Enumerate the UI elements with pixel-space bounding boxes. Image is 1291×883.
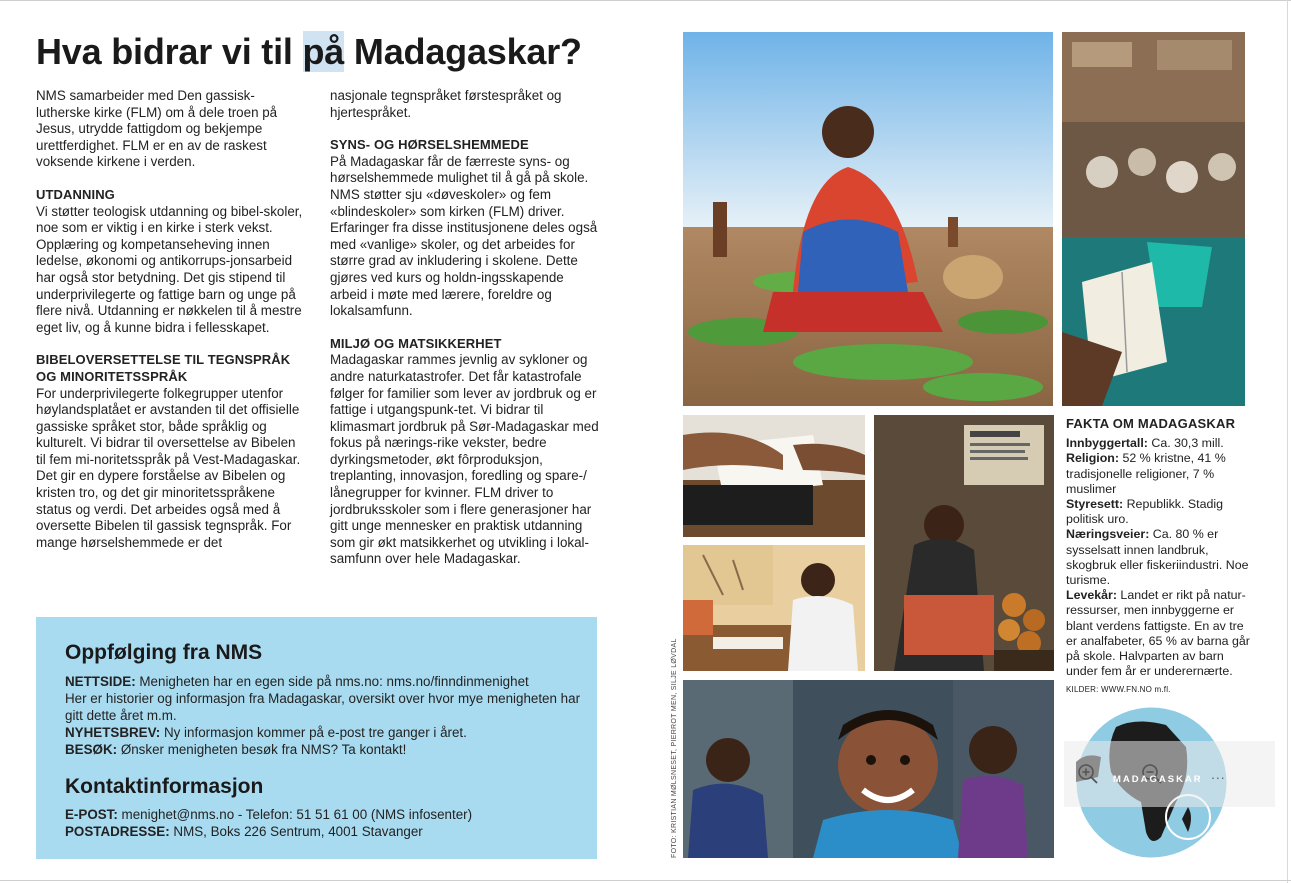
fakta-naering: Næringsveier: Ca. 80 % er sysselsatt innen landbruk, skogbruk eller fiskeriindustri. Noe turisme. bbox=[1066, 527, 1249, 588]
epost-line: E-POST: menighet@nms.no - Telefon: 51 51 61 00 (NMS infosenter) bbox=[65, 807, 473, 822]
bottom-border bbox=[0, 880, 1291, 881]
contact-lines bbox=[65, 806, 585, 840]
bibel-continued: nasjonale tegnspråket førstespråket og hjertespråket. bbox=[330, 88, 562, 120]
bibel-paragraph: For underprivilegerte folkegrupper utenfor høylandsplatået er avstanden til det offisielle gassiske språket stor, både språklig og kulturelt. Vi bidrar til oversettelse av Bibelen til fem mi-noritetsspråk på Vest-Madagaskar. Det gir en dypere forståelse av Bibelen og kristen tro, og det gir minoritetsspråkene status og verdi. Det arbeides også med å oversette Bibelen til gassisk tegnspråk. For mange hørselshemmede er det bbox=[36, 385, 301, 550]
photo-hands-writing bbox=[683, 415, 865, 537]
photo-credit: FOTO: KRISTIAN MØLSNESET, PIERROT MEN, SILJE LØVDAL bbox=[671, 638, 678, 858]
text-column-left bbox=[36, 88, 308, 567]
section-heading-miljo: MILJØ OG MATSIKKERHET bbox=[330, 335, 502, 351]
fakta-box bbox=[1066, 416, 1256, 698]
section-heading-utdanning: UTDANNING bbox=[36, 186, 115, 202]
fakta-sources: KILDER: WWW.FN.NO m.fl. bbox=[1066, 685, 1171, 695]
photo-smiling-boy bbox=[683, 680, 1054, 858]
miljo-paragraph: Madagaskar rammes jevnlig av sykloner og andre naturkatastrofer. Det får katastrofale følger for familier som lever av jordbruk og er fattige i utgangspunk-tet. Vi bidrar til klimasmart jordbruk på Sør-Madagaskar med fokus på nærings-rike vekster, bedre dyrkingsmetoder, økt fôrproduksjon, treplanting, innovasjon, foredling og spare-/ lånegrupper for kvinner. FLM driver to jordbruksskoler som i flere generasjoner har gitt unge mennesker en praktisk utdanning som gir økt matsikkerhet og utvikling i lokal-samfunn over hele Madagaskar. bbox=[330, 352, 599, 567]
utdanning-paragraph: Vi støtter teologisk utdanning og bibel-skoler, noe som er viktig i en kirke i sterk vekst. Opplæring og kompetanseheving innen ledelse, økonomi og antikorrups-jonsarbeid har også stor betydning. Det gis stipend til underprivilegerte og fattige barn og unge på flere nivå. Utdanning er nøkkelen til å mestre eget liv, og å kunne bidra i fellesskapet. bbox=[36, 203, 303, 335]
followup-box bbox=[36, 617, 597, 859]
top-border bbox=[0, 0, 1291, 1]
fakta-innbygger: Innbyggertall: Ca. 30,3 mill. bbox=[1066, 436, 1224, 451]
fakta-religion: Religion: 52 % kristne, 41 % tradisjonelle religioner, 7 % muslimer bbox=[1066, 451, 1226, 496]
followup-lines bbox=[65, 673, 585, 758]
nyhetsbrev-line: NYHETSBREV: Ny informasjon kommer på e-post tre ganger i året. bbox=[65, 725, 467, 740]
photo-girl-cooking bbox=[874, 415, 1054, 671]
section-heading-syns: SYNS- OG HØRSELSHEMMEDE bbox=[330, 137, 529, 153]
more-options-icon[interactable]: ... bbox=[1211, 766, 1226, 782]
section-heading-bibel: BIBELOVERSETTELSE TIL TEGNSPRÅK OG MINORITETSSPRÅK bbox=[36, 352, 291, 384]
syns-paragraph: På Madagaskar får de færreste syns- og hørselshemmede mulighet til å gå på skole. NMS støtter sju «døveskoler» og fem «blindeskoler» som kirken (FLM) driver. Erfaringer fra disse institusjonene deles også med «vanlige» skoler, og det arbeides for større grad av inkludering i skolene. Dette gjøres ved kurs og holdn-ingsskapende arbeid i møte med lærere, foreldre og lokalsamfunn. bbox=[330, 153, 598, 319]
fakta-levekar: Levekår: Landet er rikt på natur-ressurser, men innbyggerne er blant verdens fattigste. En av tre er analfabeter, 65 % av barna går på skole. Halvparten av barn under fem år er underernærte. bbox=[1066, 588, 1250, 679]
zoom-in-icon[interactable] bbox=[1076, 762, 1100, 786]
fakta-heading: FAKTA OM MADAGASKAR bbox=[1066, 416, 1236, 431]
intro-paragraph: NMS samarbeider med Den gassisk-lutherske kirke (FLM) om å dele troen på Jesus, utrydde fattigdom og bekjempe urettferdighet. FLM er en av de raskest voksende kirkene i verden. bbox=[36, 88, 278, 170]
page-title: Hva bidrar vi til på Madagaskar? bbox=[36, 31, 582, 72]
nettside-line-2: Her er historier og informasjon fra Madagaskar, oversikt over hvor mye menigheten har gitt dette året m.m. bbox=[65, 691, 581, 723]
right-border bbox=[1287, 0, 1288, 883]
besok-line: BESØK: Ønsker menigheten besøk fra NMS? Ta kontakt! bbox=[65, 742, 407, 757]
photo-church-bible bbox=[1062, 32, 1245, 406]
nettside-line: NETTSIDE: Menigheten har en egen side på nms.no: nms.no/finndinmenighet bbox=[65, 674, 529, 689]
photo-boy-classroom bbox=[683, 545, 865, 671]
postadresse-line: POSTADRESSE: NMS, Boks 226 Sentrum, 4001 Stavanger bbox=[65, 824, 423, 839]
text-column-right bbox=[330, 88, 600, 584]
contact-title: Kontaktinformasjon bbox=[65, 775, 264, 798]
title-highlight: på bbox=[302, 31, 345, 72]
followup-title: Oppfølging fra NMS bbox=[65, 641, 263, 664]
map-label: MADAGASKAR bbox=[1113, 774, 1203, 785]
photo-woman-field bbox=[683, 32, 1053, 406]
fakta-styresett: Styresett: Republikk. Stadig politisk uro. bbox=[1066, 497, 1224, 527]
